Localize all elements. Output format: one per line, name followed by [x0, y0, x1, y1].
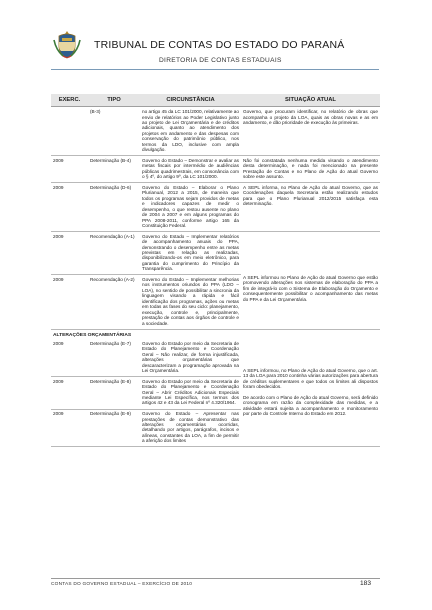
cell-circunstancia: Governo do Estado – Demonstrar e avaliar as metas fiscais por intermédio de audiências públicas quadrimestrais, em consonância com o § 4º, do artigo 9º, da LC 101/2000.: [140, 156, 241, 183]
cell-situacao: Não foi constatada nenhuma medida visando o atendimento desta determinação, e nada foi mencionado na presente Prestação de Contas e no Plano de Ação do atual Governo sobre este assunto.: [241, 156, 380, 183]
cell-circunstancia: no artigo 45 da LC 101/2000, relativamente ao envio de relatórios ao Poder Legislativo junto ao projeto de Lei Orçamentária e de créditos adicionais, quanto ao atendimento dos projetos em andamento e das despesas com conservação do patrimônio público, nos termos da LDO, inclusive com ampla divulgação.: [140, 107, 241, 156]
footer-divider: [51, 578, 380, 579]
cell-situacao: A SEPL informou no Plano de Ação do atual Governo que estão promovendo alterações nos sistemas de elaboração do PPA a fim de integrá-lo com o Sistema de Elaboração do Orçamento e consequentemente possibilitar o acompanhamento das metas do PPA e da Lei Orçamentária.: [241, 275, 380, 329]
table-row: [51, 275, 380, 329]
cell-exerc: [51, 107, 88, 156]
column-header-situacao: SITUAÇÃO ATUAL: [241, 94, 380, 107]
cell-tipo: (B-3): [88, 107, 140, 156]
cell-circunstancia: Governo do Estado – Implementar melhorias nos instrumentos oriundos do PPA (LDO – LOA), no sentido de possibilitar a sincronia da linguagem visando a rápida e fácil identificação dos programas, ações ou metas em todas as fases do seu ciclo: planejamento, execução, controle e, principalmente, prestação de contas aos órgãos de controle e a sociedade.: [140, 275, 241, 329]
table-row: [51, 183, 380, 232]
cell-exerc: 2009: [51, 156, 88, 183]
coat-of-arms-icon: [51, 30, 83, 60]
situacao-paragraph: De acordo com o Plano de Ação do atual Governo, será definido cronograma em razão da complexidade das medidas, e a atividade estará sujeita a acompanhamento e monitoramento por parte do Controle Interno do Estado em 2012.: [243, 394, 378, 417]
cell-exerc: 2009: [51, 339, 88, 376]
cell-tipo: Determinação (D-6): [88, 183, 140, 232]
cell-tipo: Recomendação (A-2): [88, 275, 140, 329]
page-number: 183: [360, 580, 372, 587]
cell-exerc: 2009: [51, 275, 88, 329]
cell-tipo: Determinação (E-7): [88, 339, 140, 376]
cell-tipo: Determinação (E-9): [88, 409, 140, 447]
table-row: [51, 107, 380, 156]
section-title: ALTERAÇÕES ORÇAMENTÁRIAS: [53, 332, 132, 338]
cell-situacao: Governo, que procuram identificar, no relatório de obras que acompanha o projeto da LOA, quais as obras novas e as em andamento, e dão prioridade de execução às primeiras.: [241, 107, 380, 156]
column-header-exerc: EXERC.: [51, 94, 88, 107]
footer-text: CONTAS DO GOVERNO ESTADUAL – EXERCÍCIO DE 2010: [51, 582, 193, 587]
cell-circunstancia: Governo do Estado por meio da Secretaria de Estado do Planejamento e Coordenação Geral – Abrir Créditos Adicionais Especiais mediante Lei Específica, nos termos dos artigos 42 e 43 da Lei Federal nº 4.320/1964.: [140, 377, 241, 409]
cell-exerc: 2009: [51, 183, 88, 232]
cell-exerc: 2009: [51, 377, 88, 409]
table-row: [51, 232, 380, 275]
cell-tipo: Determinação (E-8): [88, 377, 140, 409]
column-header-circunstancia: CIRCUNSTÂNCIA: [140, 94, 241, 107]
cell-circunstancia: Governo do Estado por meio da Secretaria de Estado do Planejamento e Coordenação Geral – Não realizar, de forma injustificada, alterações orçamentárias que descaracterizam a programação aprovada na Lei Orçamentária.: [140, 339, 241, 376]
table-header-row: [51, 94, 380, 107]
cell-circunstancia: Governo do Estado – Elaborar o Plano Plurianual, 2012 a 2015, de maneira que todos os programas sejam providos de metas e indicadores capazes de medir o desempenho, o que restou ausente no plano de 2004 a 2007 e em alguns programas do PPA 2008-2011, conforme artigo 165 da Constituição Federal.: [140, 183, 241, 232]
cell-circunstancia: Governo do Estado – Implementar relatórios de acompanhamento anuais do PPA, demonstrando o desempenho entre as metas previstas em relação as realizadas, disponibilizando-os em meio eletrônico, para garantia do cumprimento do Princípio da Transparência.: [140, 232, 241, 275]
cell-situacao: A SEPL informa, no Plano de Ação do atual Governo, que as Coordenações daquela Secretaria estão realizando estudos para que o Plano Plurianual 2012/2015 satisfaça esta determinação.: [241, 183, 380, 232]
cell-situacao: [241, 232, 380, 275]
cell-exerc: 2009: [51, 409, 88, 447]
cell-circunstancia: Governo do Estado – Apresentar nas prestações de contas demonstrativo das alterações orçamentárias ocorridas, detalhando por artigos, parágrafos, incisos e alíneas, constantes da LOA, a fim de permitir a aferição dos limites: [140, 409, 241, 447]
cell-exerc: 2009: [51, 232, 88, 275]
cell-tipo: Recomendação (A-1): [88, 232, 140, 275]
cell-situacao-merged: [241, 339, 380, 447]
cell-tipo: Determinação (B-4): [88, 156, 140, 183]
table-row: [51, 339, 380, 376]
recommendations-table: [51, 94, 380, 447]
document-subtitle: DIRETORIA DE CONTAS ESTADUAIS: [159, 57, 282, 64]
table-row: [51, 156, 380, 183]
document-title: TRIBUNAL DE CONTAS DO ESTADO DO PARANÁ: [94, 39, 345, 51]
section-row: [51, 329, 380, 339]
column-header-tipo: TIPO: [88, 94, 140, 107]
header-divider: [51, 69, 379, 70]
situacao-paragraph: A SEPL informou, no Plano de Ação do atual Governo, que o art. 13 da LOA para 2010 continha várias autorizações para abertura de créditos suplementares e que todos os limites ali dispostos foram obedecidos.: [243, 367, 378, 390]
